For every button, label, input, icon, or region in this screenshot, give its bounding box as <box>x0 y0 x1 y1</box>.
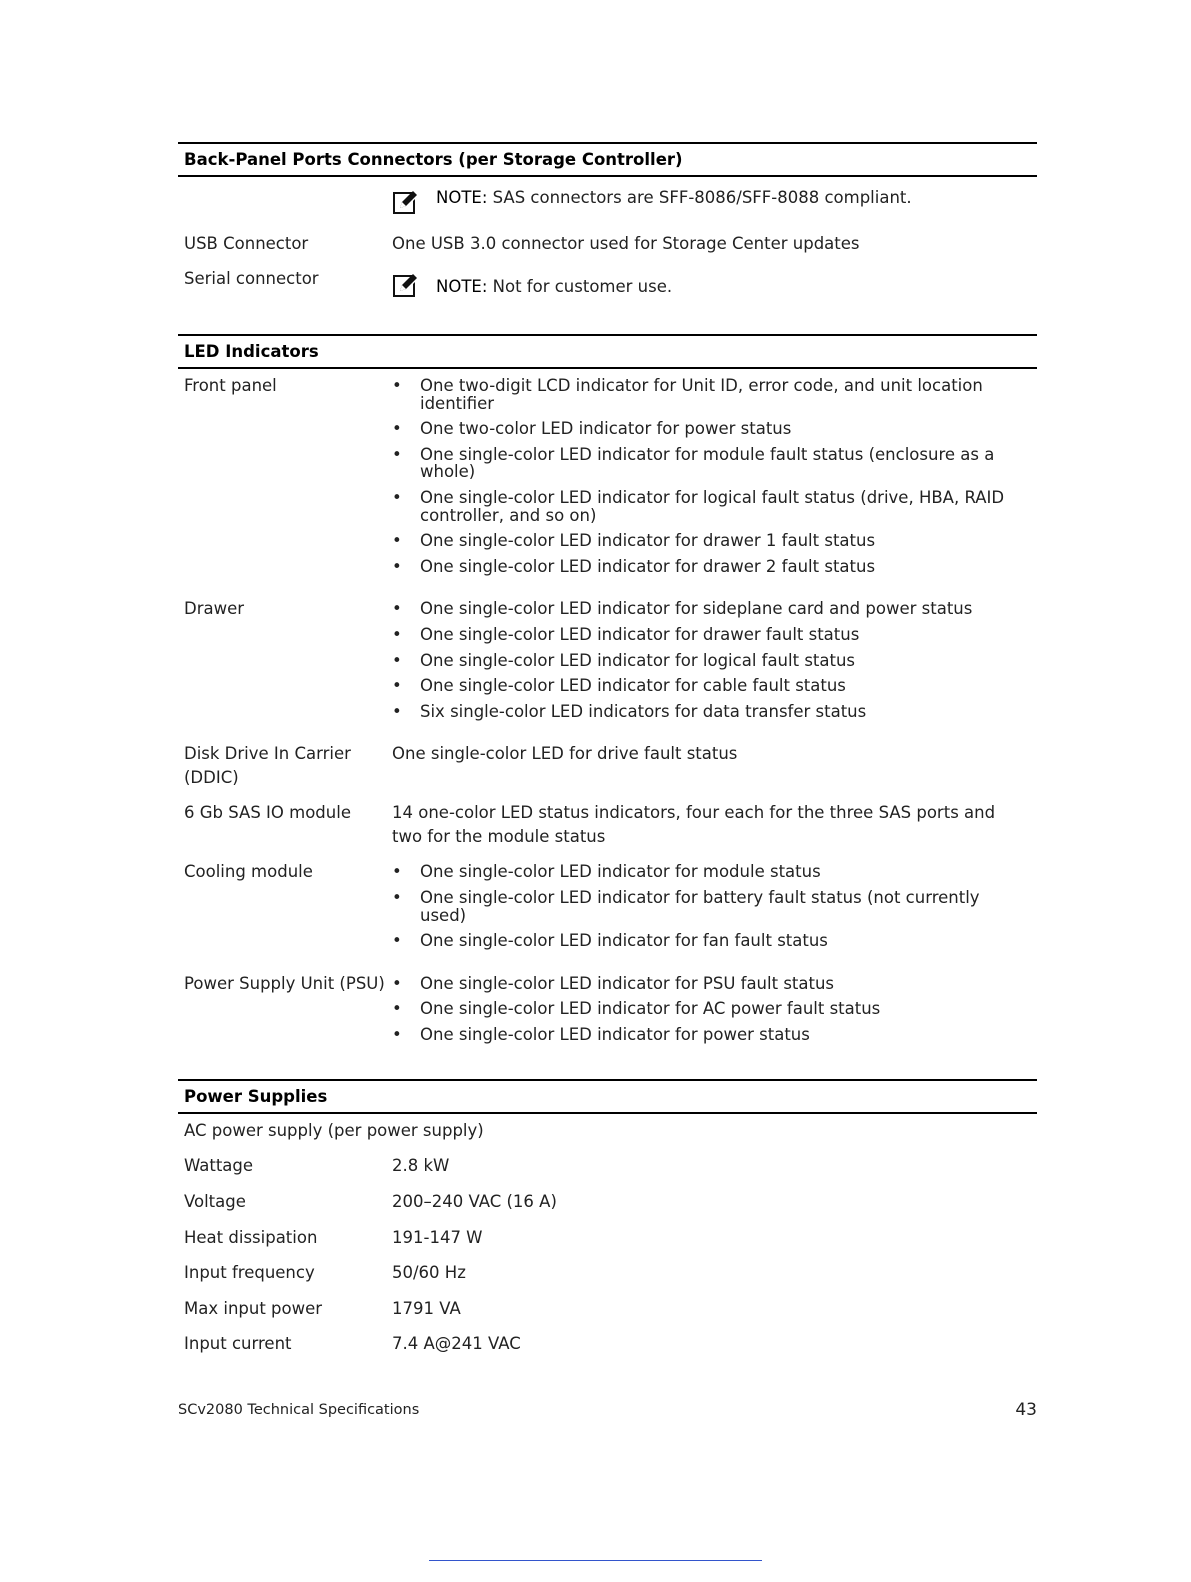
list-item: • One single-color LED indicator for module fault status (enclosure as a whole) <box>392 446 1029 481</box>
power-row-label: Wattage <box>184 1156 254 1176</box>
power-row-label: Voltage <box>184 1192 246 1212</box>
list-item: • One single-color LED indicator for logical fault status (drive, HBA, RAID controller, and so on) <box>392 489 1029 524</box>
note-serial <box>392 270 1037 298</box>
cooling-label: Cooling module <box>184 862 313 882</box>
usb-label: USB Connector <box>184 234 309 253</box>
note-pencil-icon <box>392 272 418 298</box>
list-item: • One single-color LED indicator for PSU fault status <box>392 975 1029 993</box>
section-heading-power: Power Supplies <box>178 1079 1037 1114</box>
power-row-value: 200–240 VAC (16 A) <box>392 1192 557 1212</box>
note-pencil-icon <box>392 189 418 215</box>
serial-label: Serial connector <box>184 269 319 288</box>
power-row <box>178 1193 1037 1211</box>
psu-row <box>178 975 1037 1052</box>
note-label: NOTE: <box>436 277 488 296</box>
footer-title: SCv2080 Technical Specifications <box>178 1402 420 1418</box>
spec-page <box>178 142 1037 1353</box>
list-item: • One single-color LED indicator for power status <box>392 1026 1029 1044</box>
sas-value: 14 one-color LED status indicators, four each for the three SAS ports and two for the module status <box>392 803 996 847</box>
page-footer <box>178 1402 1037 1418</box>
serial-row <box>178 270 1037 298</box>
drawer-list-wrap <box>392 600 1037 728</box>
ddic-row <box>178 742 1037 790</box>
cooling-list-wrap <box>392 863 1037 957</box>
cooling-list <box>392 863 1029 949</box>
list-item: • One single-color LED indicator for drawer fault status <box>392 626 1029 644</box>
front-panel-label: Front panel <box>184 376 277 395</box>
power-row-label: Heat dissipation <box>184 1227 318 1247</box>
page-number: 43 <box>1015 1400 1037 1420</box>
power-row-value: 1791 VA <box>392 1298 461 1318</box>
usb-value: One USB 3.0 connector used for Storage Center updates <box>392 234 860 253</box>
list-item: • One single-color LED indicator for logical fault status <box>392 652 1029 670</box>
list-item: • One single-color LED indicator for drawer 2 fault status <box>392 558 1029 576</box>
list-item: • One single-color LED indicator for drawer 1 fault status <box>392 532 1029 550</box>
sas-row <box>178 801 1037 849</box>
power-row-label: Input current <box>184 1334 292 1354</box>
power-row-value: 7.4 A@241 VAC <box>392 1334 521 1354</box>
power-row-label: Max input power <box>184 1298 323 1318</box>
list-item: • One two-color LED indicator for power status <box>392 420 1029 438</box>
list-item: • One single-color LED indicator for AC power fault status <box>392 1000 1029 1018</box>
empty-label <box>178 189 392 215</box>
psu-list-wrap <box>392 975 1037 1052</box>
power-row <box>178 1264 1037 1282</box>
drawer-row <box>178 600 1037 728</box>
note-label: NOTE: <box>436 188 488 207</box>
power-row <box>178 1335 1037 1353</box>
bottom-rule <box>429 1560 762 1561</box>
list-item: • One two-digit LCD indicator for Unit ID, error code, and unit location identifier <box>392 377 1029 412</box>
power-sub <box>178 1122 1037 1140</box>
power-row-value: 191-147 W <box>392 1227 483 1247</box>
note-text: Not for customer use. <box>487 277 673 296</box>
front-panel-list <box>392 377 1029 575</box>
cooling-row <box>178 863 1037 957</box>
psu-list <box>392 975 1029 1044</box>
list-item: • One single-color LED indicator for cable fault status <box>392 677 1029 695</box>
power-sub-text: AC power supply (per power supply) <box>184 1121 484 1141</box>
list-item: • Six single-color LED indicators for data transfer status <box>392 703 1029 721</box>
power-row <box>178 1229 1037 1247</box>
list-item: • One single-color LED indicator for battery fault status (not currently used) <box>392 889 1029 924</box>
note-sas <box>392 189 1037 215</box>
power-row-value: 2.8 kW <box>392 1156 450 1176</box>
front-panel-list-wrap <box>392 377 1037 583</box>
note-text: SAS connectors are SFF-8086/SFF-8088 compliant. <box>487 188 912 207</box>
power-row <box>178 1157 1037 1175</box>
sas-label: 6 Gb SAS IO module <box>184 803 351 823</box>
drawer-label: Drawer <box>184 599 245 619</box>
power-row-label: Input frequency <box>184 1263 315 1283</box>
ddic-value: One single-color LED for drive fault status <box>392 744 738 764</box>
usb-row <box>178 235 1037 253</box>
ddic-label: Disk Drive In Carrier (DDIC) <box>184 744 351 788</box>
power-row-value: 50/60 Hz <box>392 1263 466 1283</box>
psu-label: Power Supply Unit (PSU) <box>184 973 385 993</box>
section-heading-led: LED Indicators <box>178 334 1037 369</box>
list-item: • One single-color LED indicator for module status <box>392 863 1029 881</box>
list-item: • One single-color LED indicator for fan fault status <box>392 932 1029 950</box>
drawer-list <box>392 600 1029 720</box>
section-heading-back-panel: Back-Panel Ports Connectors (per Storage Controller) <box>178 142 1037 177</box>
front-panel-row <box>178 377 1037 583</box>
power-row <box>178 1300 1037 1318</box>
list-item: • One single-color LED indicator for sideplane card and power status <box>392 600 1029 618</box>
note-row-sas <box>178 189 1037 215</box>
